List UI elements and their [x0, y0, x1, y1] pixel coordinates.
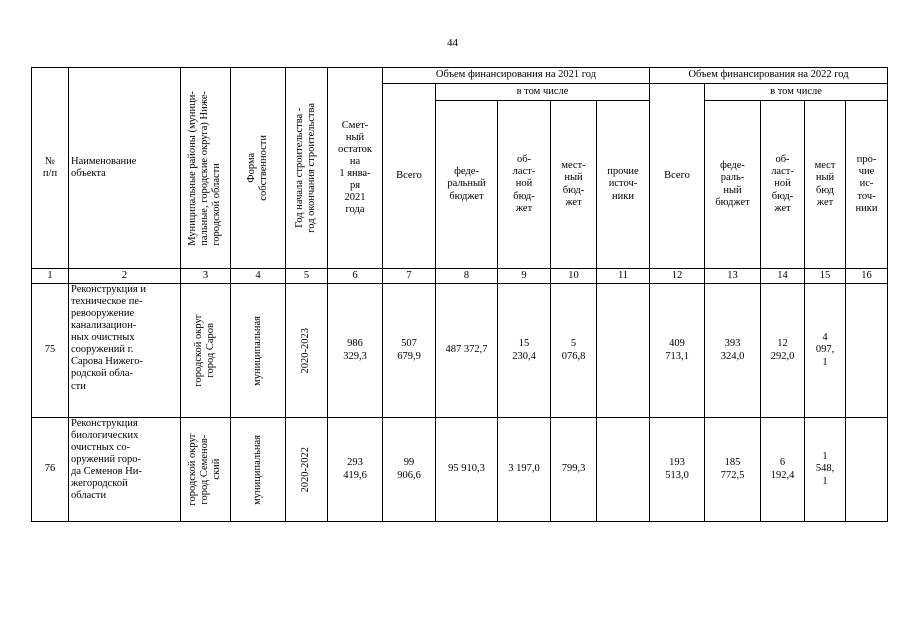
col-number: 5	[286, 269, 328, 284]
col-number: 9	[498, 269, 551, 284]
row-estimate: 986 329,3	[328, 284, 383, 418]
col-number: 2	[69, 269, 181, 284]
row-loc-2022: 4 097, 1	[805, 284, 846, 418]
header-fed-2022: феде- раль- ный бюджет	[705, 101, 761, 269]
header-district: Муниципальные районы (муници- пальные, городские округа) Ниже- городской области	[181, 68, 231, 269]
row-oth-2022	[846, 418, 888, 522]
row-fed-2022: 185 772,5	[705, 418, 761, 522]
header-ownership: Форма собственности	[231, 68, 286, 269]
row-object-name: Реконструкция биологических очистных со- оружений горо- да Семенов Ни- жегородской области	[69, 418, 181, 522]
col-number: 11	[597, 269, 650, 284]
row-object-name: Реконструкция и техническое пе- ревооружение канализацион- ных очистных сооружений г. Сарова Нижего- родской обла- сти	[69, 284, 181, 418]
page-number: 44	[447, 37, 458, 49]
col-number: 7	[383, 269, 436, 284]
table-row	[32, 284, 888, 418]
row-oth-2021	[597, 284, 650, 418]
header-total-2022: Всего	[650, 84, 705, 269]
header-loc-2022: мест ный бюд жет	[805, 101, 846, 269]
row-oth-2021	[597, 418, 650, 522]
header-years: Год начала строительства - год окончания строительства	[286, 68, 328, 269]
header-reg-2022: об- ласт- ной бюд- жет	[761, 101, 805, 269]
header-incl-2022: в том числе	[705, 84, 888, 101]
row-reg-2022: 6 192,4	[761, 418, 805, 522]
row-num: 76	[32, 418, 69, 522]
col-number: 10	[551, 269, 597, 284]
row-loc-2021: 5 076,8	[551, 284, 597, 418]
row-fed-2022: 393 324,0	[705, 284, 761, 418]
col-number: 1	[32, 269, 69, 284]
row-loc-2022: 1 548, 1	[805, 418, 846, 522]
financing-table	[31, 67, 888, 522]
row-total-2021: 507 679,9	[383, 284, 436, 418]
header-oth-2021: прочие источ- ники	[597, 101, 650, 269]
header-total-2021: Всего	[383, 84, 436, 269]
col-number: 8	[436, 269, 498, 284]
row-district: городской округ город Семенов- ский	[181, 418, 231, 522]
row-ownership: муниципальная	[231, 418, 286, 522]
row-reg-2021: 15 230,4	[498, 284, 551, 418]
table-row	[32, 418, 888, 522]
row-estimate: 293 419,6	[328, 418, 383, 522]
row-ownership: муниципальная	[231, 284, 286, 418]
col-number: 13	[705, 269, 761, 284]
col-number: 15	[805, 269, 846, 284]
row-oth-2022	[846, 284, 888, 418]
col-number: 3	[181, 269, 231, 284]
row-num: 75	[32, 284, 69, 418]
header-loc-2021: мест- ный бюд- жет	[551, 101, 597, 269]
header-incl-2021: в том числе	[436, 84, 650, 101]
row-total-2022: 193 513,0	[650, 418, 705, 522]
row-fed-2021: 95 910,3	[436, 418, 498, 522]
header-name: Наименование объекта	[69, 68, 181, 269]
row-fed-2021: 487 372,7	[436, 284, 498, 418]
header-fed-2021: феде- ральный бюджет	[436, 101, 498, 269]
header-oth-2022: про- чие ис- точ- ники	[846, 101, 888, 269]
row-district: городской округ город Саров	[181, 284, 231, 418]
row-reg-2021: 3 197,0	[498, 418, 551, 522]
col-number: 6	[328, 269, 383, 284]
header-num: № п/п	[32, 68, 69, 269]
header-fin-2021: Объем финансирования на 2021 год	[383, 68, 650, 84]
header-fin-2022: Объем финансирования на 2022 год	[650, 68, 888, 84]
col-number: 4	[231, 269, 286, 284]
header-reg-2021: об- ласт- ной бюд- жет	[498, 101, 551, 269]
row-years: 2020-2023	[286, 284, 328, 418]
row-reg-2022: 12 292,0	[761, 284, 805, 418]
row-total-2021: 99 906,6	[383, 418, 436, 522]
row-total-2022: 409 713,1	[650, 284, 705, 418]
row-loc-2021: 799,3	[551, 418, 597, 522]
header-estimate: Смет- ный остаток на 1 янва- ря 2021 года	[328, 68, 383, 269]
col-number: 12	[650, 269, 705, 284]
row-years: 2020-2022	[286, 418, 328, 522]
col-number: 14	[761, 269, 805, 284]
col-number: 16	[846, 269, 888, 284]
